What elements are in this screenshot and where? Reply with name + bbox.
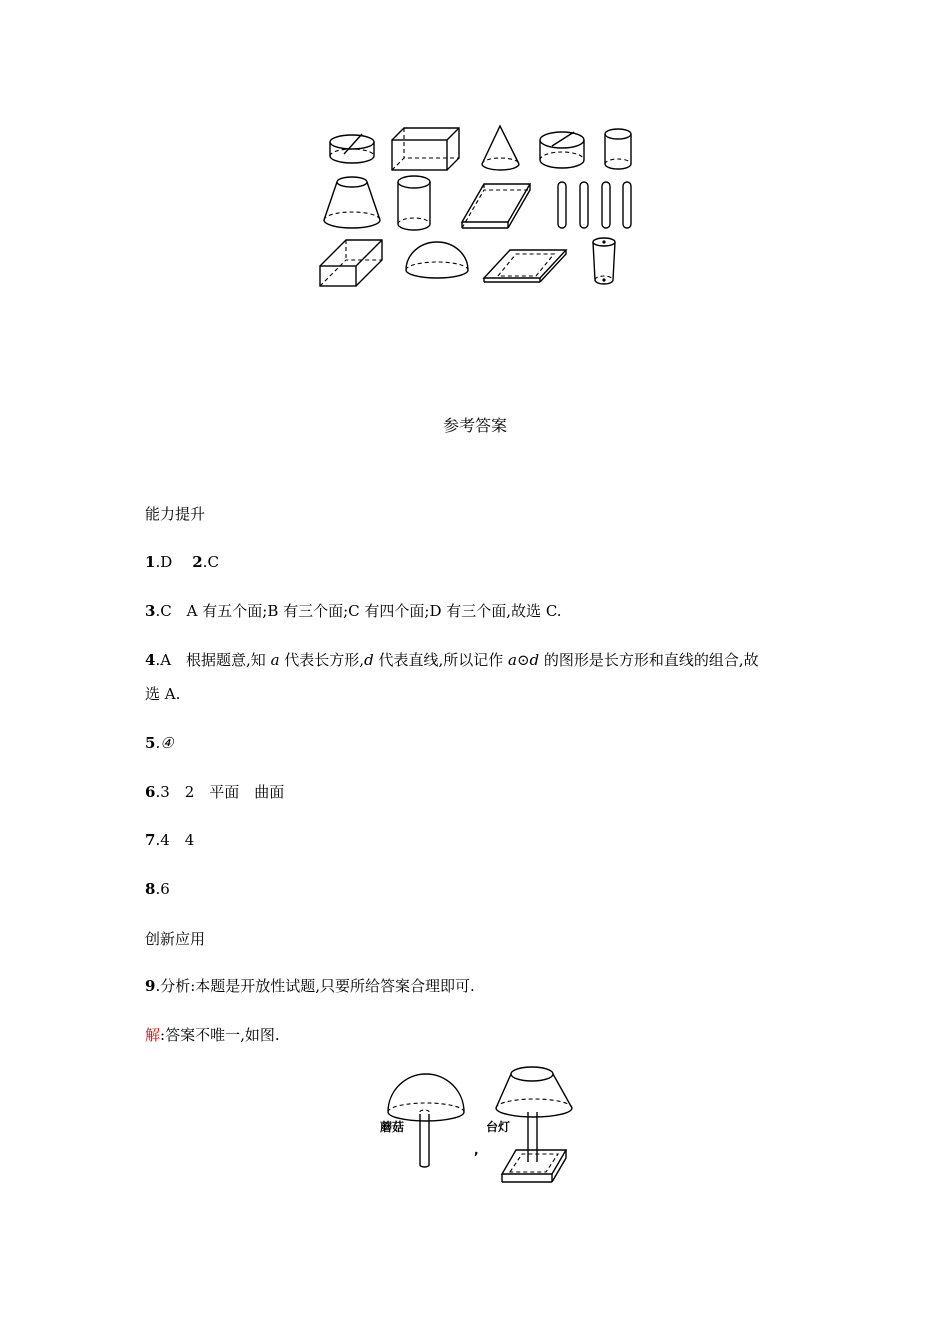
answer-5-text: .④ [155,734,174,752]
answer-4-number: 4 [145,651,156,669]
answer-8-number: 8 [145,880,156,898]
answer-2-number: 2 [192,553,203,571]
answer-8 [145,879,170,899]
tapered-cylinder-shape [593,238,615,284]
solution-text: :答案不唯一,如图. [160,1026,280,1044]
answer-3-text: .C A 有五个面;B 有三个面;C 有四个面;D 有三个面,故选 C. [155,602,562,620]
answer-4-line-2: 选 A. [145,685,181,703]
answer-6-text: .3 2 平面 曲面 [155,783,285,801]
answer-1-2 [145,552,219,572]
slab-shape [462,184,530,228]
answer-6 [145,782,284,802]
cylinder-shape [398,176,430,230]
answer-title: 参考答案 [442,416,507,435]
section-innovation: 创新应用 [145,930,206,948]
mushroom-label: 蘑菇 [380,1120,405,1134]
solution-line [145,1025,280,1045]
small-cylinder-shape [605,129,631,169]
answer-5 [145,733,174,753]
answer-4 [145,650,759,670]
answer-4-expression: a⊙d [508,651,540,669]
solution-label: 解 [145,1026,161,1044]
answer-4-text-post: 的图形是长方形和直线的组合,故 [539,651,759,669]
answer-8-text: .6 [155,880,170,898]
answer-9-label: .分析 [155,977,191,995]
answer-5-number: 5 [145,734,156,752]
flat-box-shape [320,240,382,286]
answer-4-text-pre: .A 根据题意,知 [155,651,271,669]
answer-9-number: 9 [145,977,156,995]
answer-7-text: .4 4 [155,831,195,849]
section-ability: 能力提升 [145,505,206,523]
wide-cylinder-shape [540,132,584,168]
answer-4-var-a: a [270,651,280,669]
hemisphere-shape [406,242,468,278]
flat-slab-shape [484,250,566,282]
solids-figure [312,120,642,292]
cone-shape [482,126,519,170]
answer-9-text: :本题是开放性试题,只要所给答案合理即可. [190,977,475,995]
answer-3-number: 3 [145,602,156,620]
lamp-label: 台灯 [486,1120,511,1134]
answer-7 [145,830,194,850]
rods-shape [558,182,631,228]
box-shape [392,128,459,170]
answer-3 [145,601,562,621]
answer-1-number: 1 [145,553,156,571]
frustum-shape [324,177,380,228]
answer-2-text: .C [202,553,219,571]
answer-1-text: .D [155,553,173,571]
disc-cylinder-shape [330,134,374,163]
answer-4-var-d: d [364,651,374,669]
answer-9 [145,976,475,996]
mushroom-lamp-figure [376,1064,580,1188]
figure-separator: , [474,1143,479,1157]
answer-4-text-mid2: 代表直线,所以记作 [373,651,508,669]
answer-7-number: 7 [145,831,156,849]
answer-6-number: 6 [145,783,156,801]
answer-4-text-mid1: 代表长方形, [279,651,365,669]
